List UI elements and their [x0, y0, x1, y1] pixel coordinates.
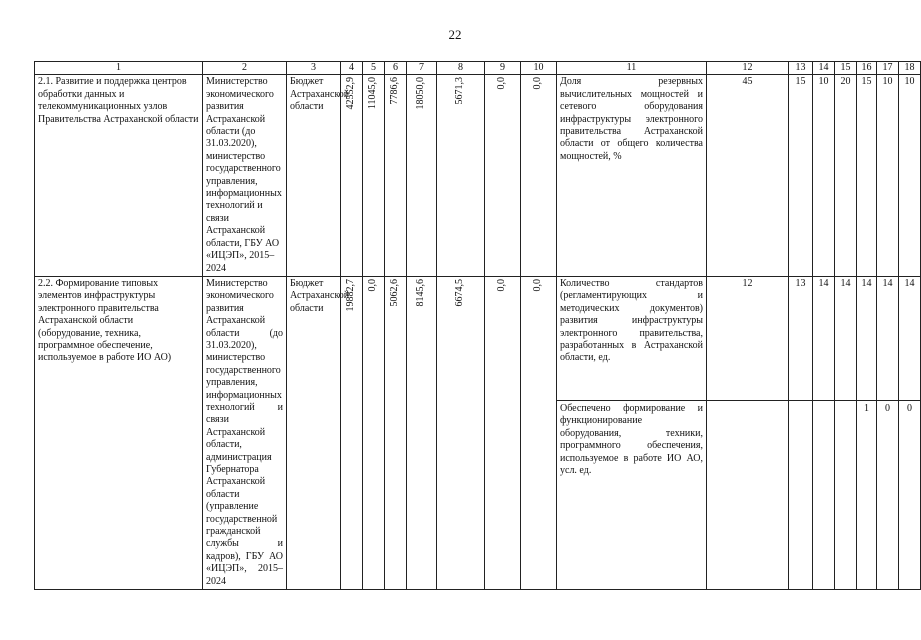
- finance-value: 8145,6: [415, 278, 427, 307]
- indicator-value: 45: [707, 75, 789, 277]
- col-header: 17: [877, 62, 899, 75]
- indicator-value: 14: [861, 277, 872, 289]
- col-header: 3: [287, 62, 341, 75]
- col-header: 13: [789, 62, 813, 75]
- indicator-value: 10: [899, 75, 921, 277]
- finance-value: 42552,9: [345, 77, 357, 110]
- col-header: 12: [707, 62, 789, 75]
- program-table: [34, 61, 921, 590]
- indicator-value: 0: [877, 400, 898, 415]
- indicator-cell: Обеспечено формирование и функционирование оборудования, техники, программного обеспечения, используемое в работе ИО АО, усл. ед.: [557, 400, 706, 477]
- indicator-value: 14: [904, 277, 915, 289]
- indicator-cell: Количество стандартов (регламентирующих и методических документов) развития инфраструктуры электронного правительства, разработанных в Астраханской области, ед.: [560, 277, 703, 364]
- page-number: 22: [448, 27, 462, 42]
- table-row: [35, 75, 921, 277]
- executor-cell: Министерство экономического развития Астраханской области (до 31.03.2020), министерство государственного управления, информационных технологий и связи Астраханской области, ГБУ АО «ИЦЭП», 2015–2024: [203, 75, 287, 277]
- col-header: 9: [485, 62, 521, 75]
- source-cell: Бюджет Астраханской области: [287, 276, 341, 589]
- finance-value: 0,0: [367, 278, 379, 292]
- indicator-value: 14: [840, 277, 851, 289]
- indicator-value: 12: [742, 277, 753, 289]
- finance-value: 0,0: [496, 77, 508, 90]
- indicator-cell: Доля резервных вычислительных мощностей и сетевого оборудования инфраструктуры электронного правительства Астраханской области от общего количества мощностей, %: [557, 75, 707, 277]
- indicator-value: 13: [795, 277, 806, 289]
- finance-value: 18050,0: [415, 77, 427, 110]
- indicator-value: 14: [818, 277, 829, 289]
- finance-value: 0,0: [532, 278, 544, 292]
- indicator-value: [813, 400, 834, 415]
- measure-cell: 2.2. Формирование типовых элементов инфраструктуры электронного правительства Астраханской области (оборудование, техника, программное обеспечение, используемое в работе ИО АО): [35, 276, 203, 589]
- col-header: 18: [899, 62, 921, 75]
- finance-value: 0,0: [496, 278, 508, 292]
- indicator-value: 15: [857, 75, 877, 277]
- source-cell: Бюджет Астраханской области: [287, 75, 341, 277]
- col-header: 8: [437, 62, 485, 75]
- indicator-value: [835, 400, 856, 415]
- col-header: 5: [363, 62, 385, 75]
- indicator-value: 1: [857, 400, 876, 415]
- finance-value: 7786,6: [389, 77, 401, 105]
- indicator-value: 15: [789, 75, 813, 277]
- col-header: 7: [407, 62, 437, 75]
- indicator-value: 0: [899, 400, 920, 415]
- col-header: 16: [857, 62, 877, 75]
- indicator-value: 10: [813, 75, 835, 277]
- col-header: 15: [835, 62, 857, 75]
- indicator-value: 14: [882, 277, 893, 289]
- finance-value: 5062,6: [389, 278, 401, 307]
- executor-cell: Министерство экономического развития Астраханской области (до 31.03.2020), министерство государственного управления, информационных технологий и связи Астраханской области, администрация Губернатора Астраханской области (управление государственной гражданской службы и кадров), ГБУ АО «ИЦЭП», 2015–2024: [203, 276, 287, 589]
- finance-value: 5671,3: [454, 77, 466, 105]
- finance-value: 19882,7: [345, 278, 357, 312]
- finance-value: 0,0: [532, 77, 544, 90]
- col-header: 10: [521, 62, 557, 75]
- col-header: 1: [35, 62, 203, 75]
- indicator-value: [707, 400, 788, 415]
- finance-value: 6674,5: [454, 278, 466, 307]
- col-header: 14: [813, 62, 835, 75]
- indicator-value: [789, 400, 812, 415]
- indicator-value: 10: [877, 75, 899, 277]
- table-row: [35, 276, 921, 589]
- col-header: 4: [341, 62, 363, 75]
- col-header: 2: [203, 62, 287, 75]
- col-header: 11: [557, 62, 707, 75]
- header-row: [35, 62, 921, 75]
- measure-cell: 2.1. Развитие и поддержка центров обработки данных и телекоммуникационных узлов Правительства Астраханской области: [35, 75, 203, 277]
- col-header: 6: [385, 62, 407, 75]
- finance-value: 11045,0: [367, 77, 379, 110]
- indicator-value: 20: [835, 75, 857, 277]
